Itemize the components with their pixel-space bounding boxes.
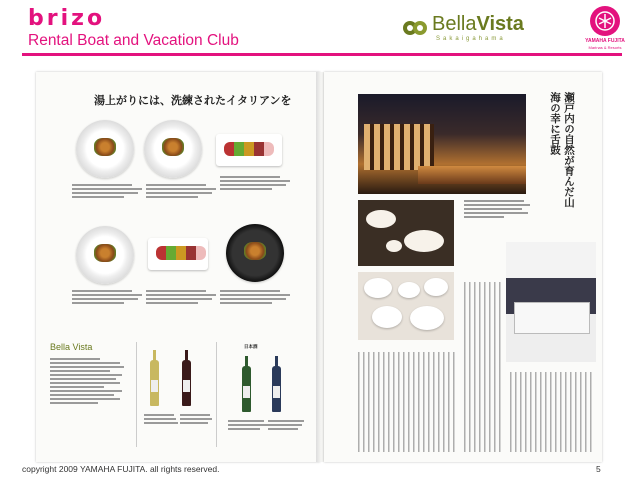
- magazine-right-page: [324, 72, 602, 462]
- bella-vista-mark-icon: [402, 15, 428, 37]
- header: [0, 0, 640, 62]
- dish-caption: [220, 176, 294, 192]
- spa-room-photo: [506, 242, 596, 362]
- dish-caption: [72, 184, 146, 200]
- header-divider: [22, 53, 622, 56]
- brand-subtitle: Rental Boat and Vacation Club: [28, 32, 239, 49]
- brand-name: brizo: [28, 6, 106, 31]
- yamaha-logo-name: YAMAHA FUJITA: [585, 38, 625, 44]
- article-body-text: [464, 282, 504, 452]
- magazine-spread-image: [36, 72, 602, 462]
- copyright-notice: copyright 2009 YAMAHA FUJITA. all rights reserved.: [22, 464, 220, 474]
- yamaha-logo-tagline: Marinas & Resorts: [588, 45, 622, 50]
- magazine-left-page: [36, 72, 320, 462]
- bella-vista-tagline: Sakaigahama: [436, 36, 506, 42]
- dish-caption: [146, 290, 220, 306]
- shop-info-box: [50, 342, 137, 447]
- sake-bottle: [272, 366, 281, 412]
- resort-photo: [358, 94, 526, 194]
- magazine-headline: 湯上がりには、洗練されたイタリアンを: [94, 94, 292, 107]
- dish-photo: [226, 224, 284, 282]
- yamaha-fujita-logo: [580, 6, 630, 58]
- food-photo: [358, 272, 454, 340]
- photo-caption: [464, 200, 534, 220]
- magazine-vertical-headline: 瀬戸内の自然が育んだ山海の幸に舌鼓: [549, 92, 575, 208]
- dish-photo: [76, 120, 134, 178]
- dish-caption: [220, 290, 294, 306]
- sake-bottle: [242, 366, 251, 412]
- dish-photo: [148, 238, 208, 270]
- dish-caption: [72, 290, 146, 306]
- article-body-text: [358, 352, 458, 452]
- page-number: 5: [596, 464, 601, 474]
- sake-box: [220, 342, 312, 447]
- dish-photo: [144, 120, 202, 178]
- dish-photo: [216, 134, 282, 166]
- wine-box: [140, 342, 217, 447]
- shop-info-text: [50, 358, 136, 404]
- wine-bottle: [150, 360, 159, 406]
- yamaha-emblem-icon: [590, 6, 620, 36]
- food-photo: [358, 200, 454, 266]
- dish-photo: [76, 226, 134, 284]
- sake-heading: 日本酒: [244, 345, 258, 350]
- article-body-text: [510, 372, 594, 452]
- dish-caption: [146, 184, 220, 200]
- bella-vista-logo: [402, 13, 542, 47]
- shop-logo: Bella Vista: [50, 342, 93, 352]
- bella-vista-wordmark: BellaVista: [432, 13, 524, 35]
- wine-bottle: [182, 360, 191, 406]
